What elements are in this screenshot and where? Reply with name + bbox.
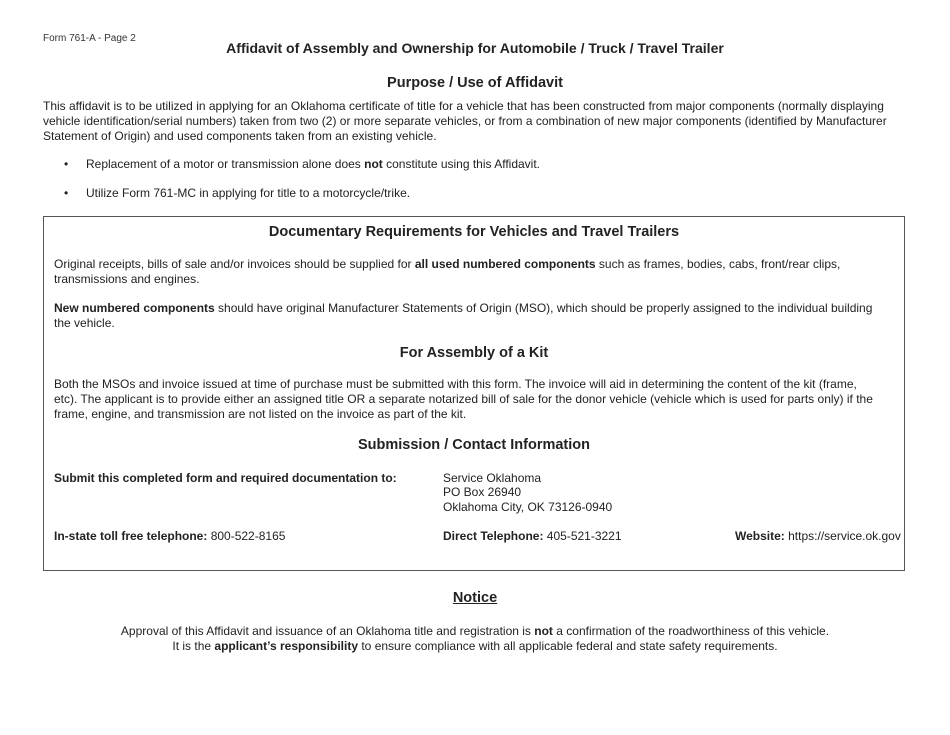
notice-text	[0, 624, 950, 654]
address-line: Service Oklahoma	[443, 471, 542, 485]
notice-line: Approval of this Affidavit and issuance of an Oklahoma title and registration is not a confirmation of the roadworthiness of this vehicle.	[120, 624, 830, 638]
bullet-item: • Replacement of a motor or transmission alone does not constitute using this Affidavit.	[64, 157, 540, 171]
website: Website: https://service.ok.gov	[735, 529, 901, 543]
address-line: PO Box 26940	[443, 485, 522, 499]
new-components-paragraph: New numbered components should have original Manufacturer Statements of Origin (MSO), which should be properly assigned to the individual building the vehicle.	[54, 301, 873, 330]
bullet-icon: •	[64, 186, 69, 200]
used-components-paragraph: Original receipts, bills of sale and/or invoices should be supplied for all used numbered components such as frames, bodies, cabs, front/rear clips, transmissions and engines.	[54, 257, 841, 286]
bullet-item: • Utilize Form 761-MC in applying for title to a motorcycle/trike.	[64, 186, 411, 200]
doc-requirements-heading: Documentary Requirements for Vehicles and Travel Trailers	[268, 224, 680, 240]
kit-heading: For Assembly of a Kit	[399, 345, 549, 361]
submission-heading: Submission / Contact Information	[357, 437, 590, 453]
notice-heading: Notice	[452, 590, 498, 606]
page-title: Affidavit of Assembly and Ownership for Automobile / Truck / Travel Trailer	[226, 40, 724, 56]
tollfree-phone: In-state toll free telephone: 800-522-8165	[54, 529, 286, 543]
purpose-heading: Purpose / Use of Affidavit	[387, 75, 563, 91]
requirements-box	[43, 216, 905, 571]
bullet-icon: •	[64, 157, 69, 171]
purpose-paragraph: This affidavit is to be utilized in applying for an Oklahoma certificate of title for a vehicle that has been constructed from major components (normally displaying vehicle identification/serial numbers) taken from two (2) or more separate vehicles, or from a combination of new major components (identified by Manufacturer Statement of Origin) and used components taken from an existing vehicle.	[43, 99, 887, 143]
kit-paragraph: Both the MSOs and invoice issued at time of purchase must be submitted with this form. The invoice will aid in determining the content of the kit (frame, etc). The applicant is to provide either an assigned title OR a separate notarized bill of sale for the donor vehicle (vehicle which is used for parts only) if the frame, engine, and transmission are not listed on the invoice as part of the kit.	[54, 377, 873, 421]
form-id: Form 761-A - Page 2	[43, 33, 136, 44]
submit-label: Submit this completed form and required documentation to:	[54, 471, 397, 485]
direct-phone: Direct Telephone: 405-521-3221	[443, 529, 622, 543]
address-line: Oklahoma City, OK 73126-0940	[443, 500, 613, 514]
notice-line: It is the applicant’s responsibility to ensure compliance with all applicable federal and state safety requirements.	[172, 639, 778, 653]
